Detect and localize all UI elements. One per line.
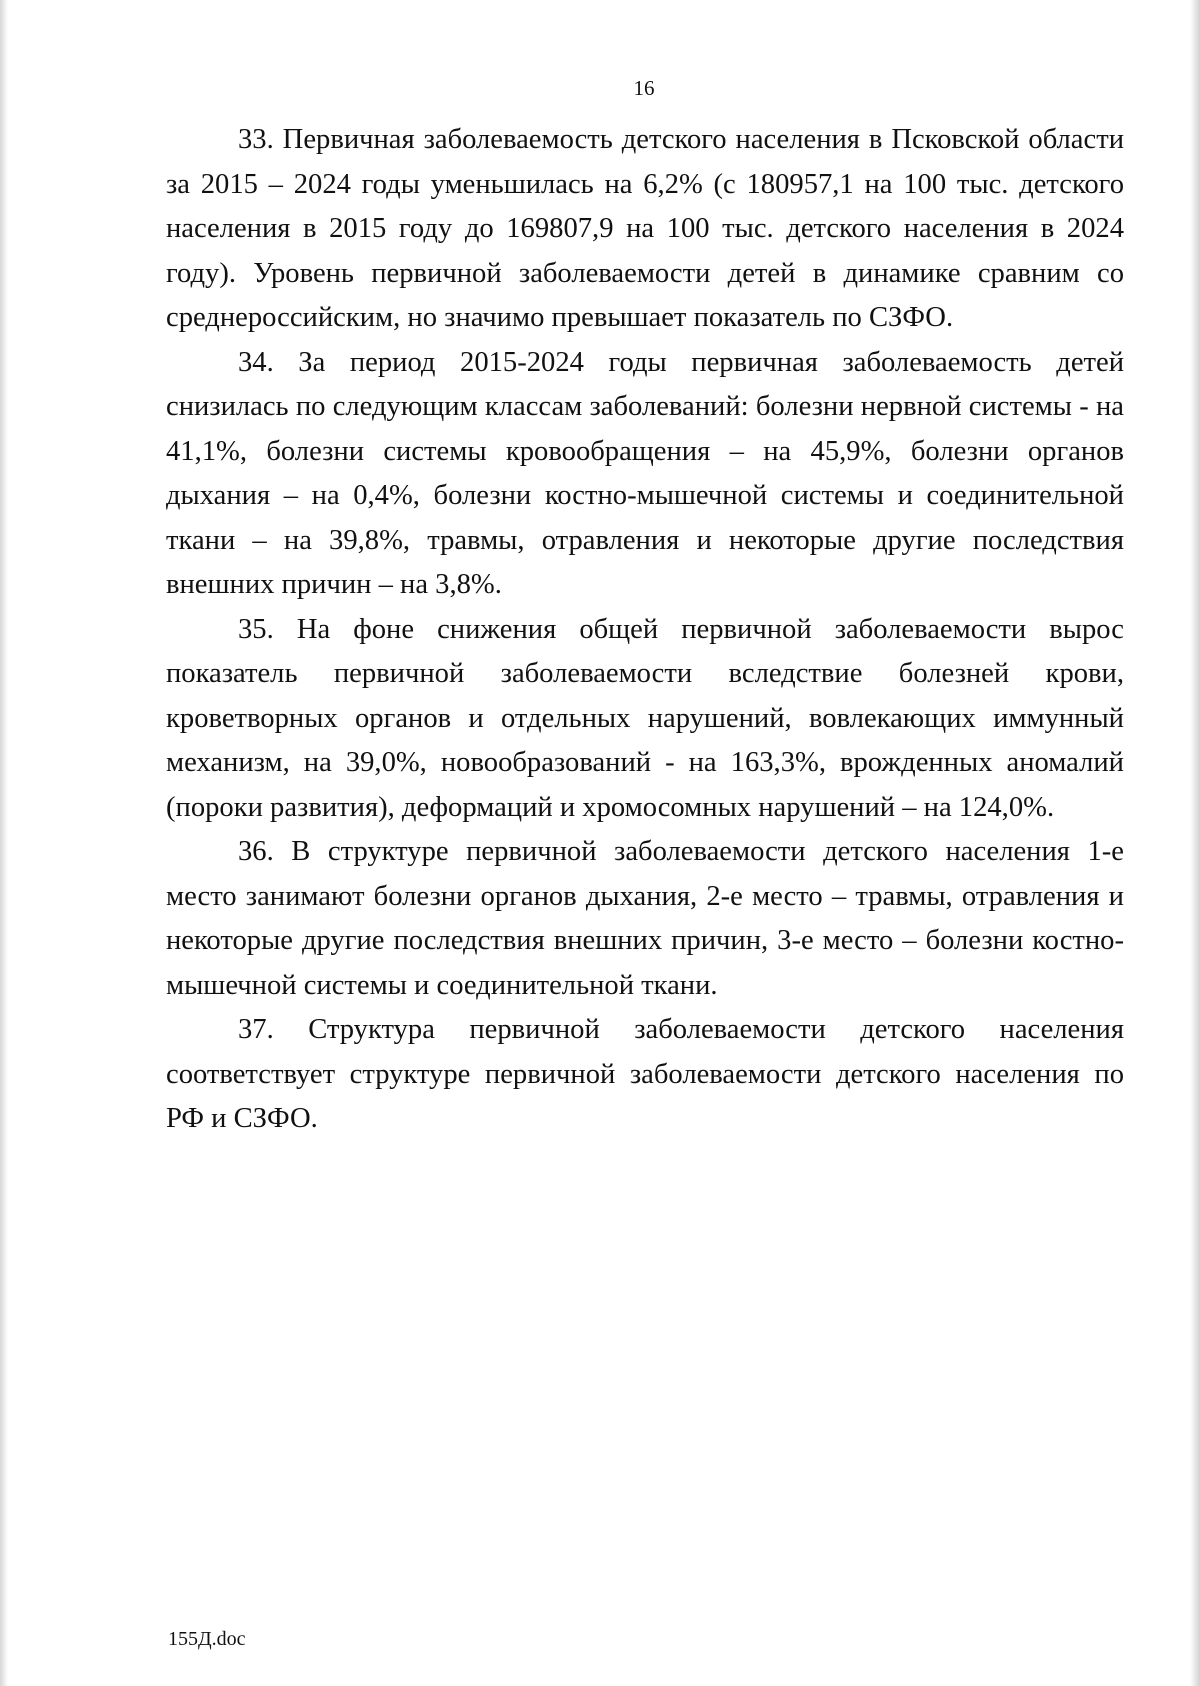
paragraph-37: 37. Структура первичной заболеваемости детского населения соответствует структуре первичной заболеваемости детского населения по РФ и СЗФО. (166, 1014, 1124, 1134)
scan-edge-left (0, 0, 8, 1686)
paragraph-35: 35. На фоне снижения общей первичной заболеваемости вырос показатель первичной заболеваемости вследствие болезней крови, кроветворных органов и отдельных нарушений, вовлекающих иммунный механизм, на 39,0%, новообразований - на 163,3%, врожденных аномалий (пороки развития), деформаций и хромосомных нарушений – на 124,0%. (166, 613, 1124, 823)
paragraph-33: 33. Первичная заболеваемость детского населения в Псковской области за 2015 – 2024 годы уменьшилась на 6,2% (с 180957,1 на 100 тыс. детского населения в 2015 году до 169807,9 на 100 тыс. детского населения в 2024 году). Уровень первичной заболеваемости детей в динамике сравним со среднероссийским, но значимо превышает показатель по СЗФО. (166, 124, 1124, 333)
paragraph-34: 34. За период 2015-2024 годы первичная заболеваемость детей снизилась по следующим классам заболеваний: болезни нервной системы - на 41,1%, болезни системы кровообращения – на 45,9%, болезни органов дыхания – на 0,4%, болезни костно-мышечной системы и соединительной ткани – на 39,8%, травмы, отравления и некоторые другие последствия внешних причин – на 3,8%. (166, 346, 1124, 600)
scan-edge-right (1190, 0, 1200, 1686)
footer-filename: 155Д.doc (168, 1628, 246, 1650)
body-text (166, 118, 1124, 1142)
paragraph-36: 36. В структуре первичной заболеваемости детского населения 1-е место занимают болезни органов дыхания, 2-е место – травмы, отравления и некоторые другие последствия внешних причин, 3-е место – болезни костно-мышечной системы и соединительной ткани. (166, 836, 1124, 1001)
page-number: 16 (633, 76, 655, 100)
